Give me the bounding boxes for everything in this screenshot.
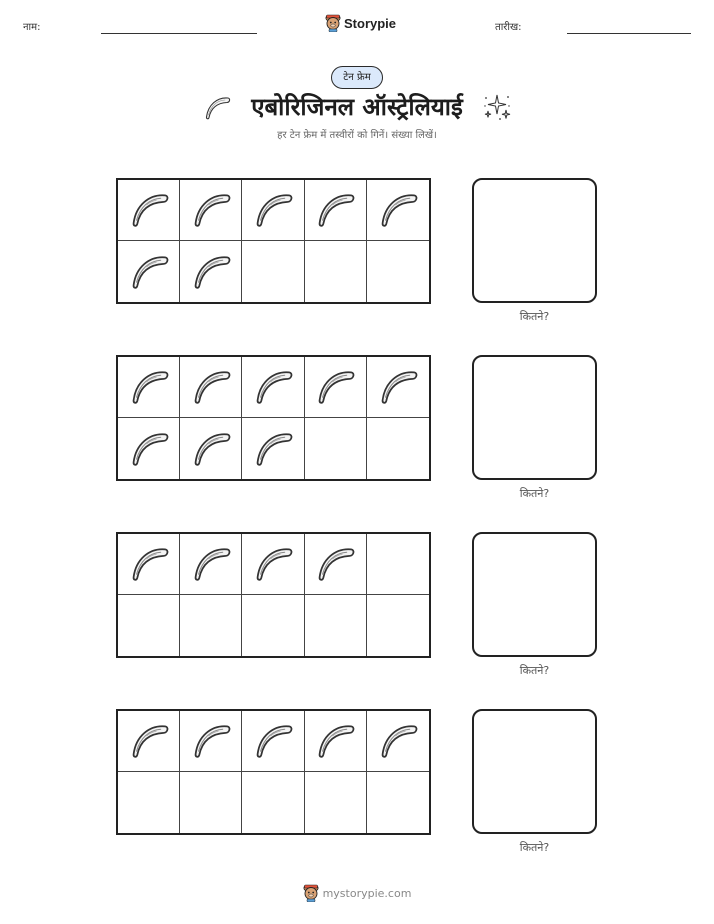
ten-frame-cell bbox=[180, 241, 242, 302]
date-line[interactable] bbox=[567, 33, 691, 34]
boomerang-icon bbox=[313, 188, 357, 232]
ten-frame-cell bbox=[180, 711, 242, 772]
ten-frame-cell bbox=[367, 241, 429, 302]
ten-frame-cell bbox=[118, 711, 180, 772]
answer-label: कितने? bbox=[519, 664, 550, 677]
ten-frame-cell bbox=[180, 595, 242, 656]
page-title: एबोरिजिनल ऑस्ट्रेलियाई bbox=[251, 93, 463, 121]
ten-frame-cell bbox=[242, 357, 304, 418]
ten-frame bbox=[116, 532, 431, 658]
boomerang-icon bbox=[376, 188, 420, 232]
ten-frame-cell bbox=[305, 418, 367, 479]
boomerang-icon bbox=[127, 188, 171, 232]
ten-frame-cell bbox=[242, 595, 304, 656]
ten-frame-cell bbox=[242, 772, 304, 833]
ten-frame-cell bbox=[305, 772, 367, 833]
answer-label: कितने? bbox=[519, 310, 550, 323]
footer-url: mystorypie.com bbox=[322, 886, 412, 900]
ten-frame-cell bbox=[118, 595, 180, 656]
boomerang-icon bbox=[189, 365, 233, 409]
ten-frame-cell bbox=[305, 534, 367, 595]
name-line[interactable] bbox=[101, 33, 257, 34]
ten-frame-cell bbox=[180, 180, 242, 241]
ten-frame-cell bbox=[118, 180, 180, 241]
ten-frame-cell bbox=[305, 180, 367, 241]
ten-frame-cell bbox=[367, 357, 429, 418]
ten-frame-cell bbox=[242, 534, 304, 595]
ten-frame-cell bbox=[180, 357, 242, 418]
ten-frame-cell bbox=[305, 595, 367, 656]
boomerang-icon bbox=[251, 188, 295, 232]
ten-frame-cell bbox=[180, 534, 242, 595]
boomerang-icon bbox=[189, 427, 233, 471]
answer-box[interactable] bbox=[472, 532, 597, 657]
ten-frame bbox=[116, 355, 431, 481]
bear-icon bbox=[325, 14, 341, 32]
boomerang-icon bbox=[127, 427, 171, 471]
ten-frame-cell bbox=[305, 357, 367, 418]
footer bbox=[0, 884, 714, 902]
answer-label: कितने? bbox=[519, 487, 550, 500]
boomerang-icon bbox=[251, 365, 295, 409]
ten-frame bbox=[116, 709, 431, 835]
answer-box[interactable] bbox=[472, 355, 597, 480]
ten-frame-cell bbox=[305, 241, 367, 302]
ten-frame-cell bbox=[242, 711, 304, 772]
instructions: हर टेन फ्रेम में तस्वीरों को गिनें। संख्या लिखें। bbox=[277, 130, 437, 141]
boomerang-icon bbox=[189, 250, 233, 294]
ten-frame-cell bbox=[367, 534, 429, 595]
ten-frame-cell bbox=[242, 180, 304, 241]
boomerang-icon bbox=[313, 542, 357, 586]
worksheet-tag: टेन फ्रेम bbox=[331, 66, 383, 89]
date-label: तारीख: bbox=[495, 22, 522, 33]
ten-frame-cell bbox=[118, 357, 180, 418]
boomerang-icon bbox=[313, 365, 357, 409]
boomerang-icon bbox=[251, 719, 295, 763]
ten-frame-cell bbox=[180, 772, 242, 833]
answer-label: कितने? bbox=[519, 841, 550, 854]
boomerang-icon bbox=[127, 542, 171, 586]
ten-frame-cell bbox=[118, 772, 180, 833]
boomerang-icon bbox=[189, 719, 233, 763]
ten-frame-cell bbox=[367, 418, 429, 479]
boomerang-icon bbox=[127, 250, 171, 294]
boomerang-icon bbox=[127, 365, 171, 409]
ten-frame-cell bbox=[180, 418, 242, 479]
ten-frame-cell bbox=[118, 534, 180, 595]
boomerang-icon bbox=[189, 188, 233, 232]
bear-icon bbox=[303, 884, 319, 902]
ten-frame-cell bbox=[367, 772, 429, 833]
ten-frame-cell bbox=[242, 418, 304, 479]
answer-box[interactable] bbox=[472, 709, 597, 834]
brand-logo bbox=[325, 13, 396, 33]
answer-box[interactable] bbox=[472, 178, 597, 303]
ten-frame-cell bbox=[305, 711, 367, 772]
ten-frame-cell bbox=[367, 711, 429, 772]
boomerang-icon bbox=[189, 542, 233, 586]
boomerang-icon bbox=[376, 719, 420, 763]
boomerang-icon bbox=[313, 719, 357, 763]
ten-frame-cell bbox=[118, 241, 180, 302]
boomerang-icon bbox=[251, 542, 295, 586]
ten-frame-cell bbox=[118, 418, 180, 479]
brand-name: Storypie bbox=[344, 15, 397, 31]
boomerang-icon bbox=[127, 719, 171, 763]
boomerang-icon bbox=[376, 365, 420, 409]
ten-frame bbox=[116, 178, 431, 304]
ten-frame-cell bbox=[367, 180, 429, 241]
name-label: नाम: bbox=[23, 22, 41, 33]
boomerang-icon bbox=[251, 427, 295, 471]
ten-frame-cell bbox=[242, 241, 304, 302]
sparkles-icon bbox=[482, 92, 512, 122]
ten-frame-cell bbox=[367, 595, 429, 656]
